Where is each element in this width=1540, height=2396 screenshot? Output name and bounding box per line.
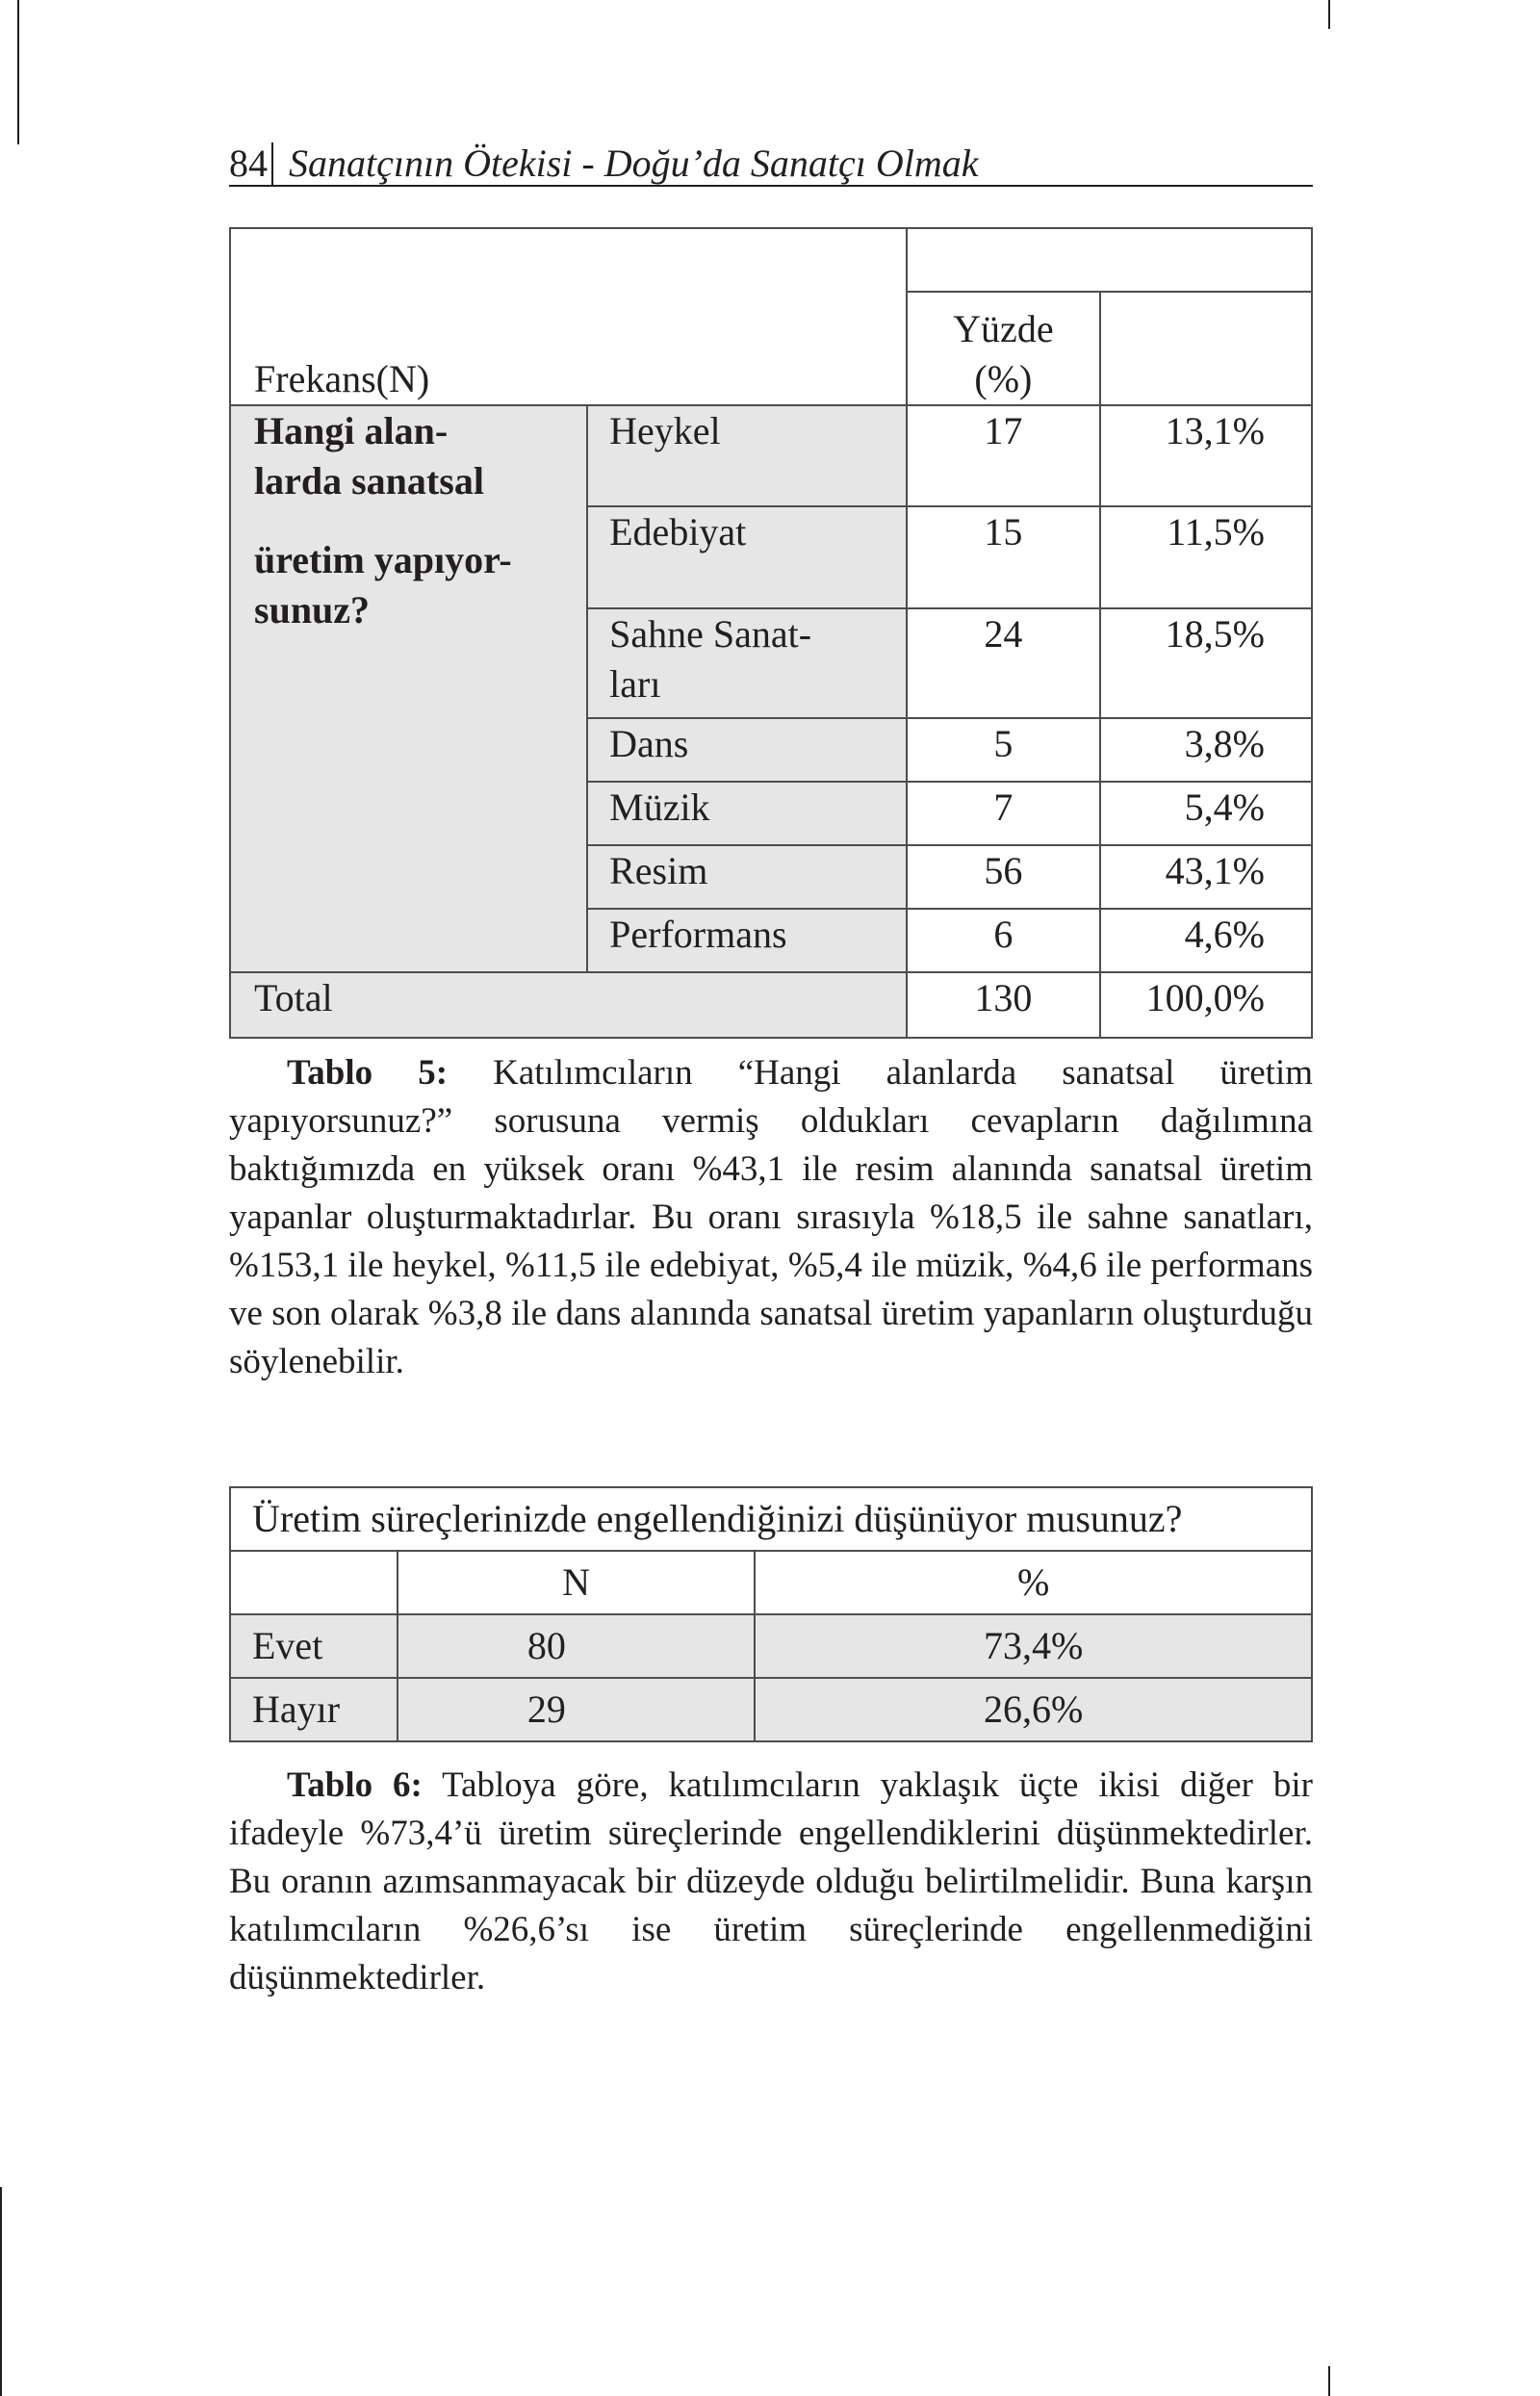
category-cell: Dans (587, 718, 906, 782)
count-cell: 7 (907, 782, 1101, 845)
count-cell: 17 (907, 405, 1101, 506)
category-cell: Heykel (587, 405, 906, 506)
percent-cell: 43,1% (1100, 845, 1312, 909)
n-header: N (398, 1551, 755, 1614)
table-6-title: Üretim süreçlerinizde engellendiğinizi düşünüyor musunuz? (230, 1487, 1312, 1551)
percent-cell: 3,8% (1100, 718, 1312, 782)
total-label: Total (230, 972, 907, 1038)
header-blank-2 (1100, 292, 1312, 405)
crop-mark-top-left (17, 0, 19, 144)
frequency-header: Frekans(N) (230, 228, 907, 405)
count-cell: 5 (907, 718, 1101, 782)
total-count: 130 (907, 972, 1101, 1038)
count-cell: 56 (907, 845, 1101, 909)
count-cell: 24 (907, 608, 1101, 718)
table-5-caption (229, 1049, 1313, 1386)
percent-cell: 13,1% (1100, 405, 1312, 506)
category-cell: Müzik (587, 782, 906, 845)
row-label: Hayır (230, 1678, 398, 1741)
percent-cell: 18,5% (1100, 608, 1312, 718)
category-cell: Resim (587, 845, 906, 909)
percent-cell: 26,6% (755, 1678, 1312, 1741)
table-6 (229, 1486, 1313, 1742)
percent-header: % (755, 1551, 1312, 1614)
crop-mark-bottom-right (1328, 2366, 1330, 2396)
percent-cell: 4,6% (1100, 909, 1312, 972)
caption-text: Tabloya göre, katılımcıların yaklaşık üçte ikisi diğer bir ifadeyle %73,4’ü üretim süreçlerinde engellendiklerini düşünmektedirler. Bu oranın azımsanmayacak bir düzeyde olduğu belirtilmelidir. Buna karşın katılımcıların %26,6’sı ise üretim süreçlerinde engellenmediğini düşünmektedirler. (229, 1765, 1313, 1997)
running-header (229, 142, 1313, 187)
count-cell: 80 (398, 1614, 755, 1678)
header-blank (907, 228, 1312, 292)
crop-mark-bottom-left (0, 2187, 2, 2396)
percent-header: Yüzde (%) (907, 292, 1101, 405)
crop-mark-top-right (1328, 0, 1330, 29)
question-cell: Hangi alan- larda sanatsal üretim yapıyor- sunuz? (230, 405, 587, 972)
category-cell: Sahne Sanat- ları (587, 608, 906, 718)
total-percent: 100,0% (1100, 972, 1312, 1038)
row-label: Evet (230, 1614, 398, 1678)
count-cell: 15 (907, 506, 1101, 608)
table-6-caption (229, 1762, 1313, 2002)
count-cell: 6 (907, 909, 1101, 972)
page-number: 84 (229, 142, 273, 185)
category-cell: Performans (587, 909, 906, 972)
caption-label: Tablo 6: (287, 1765, 423, 1805)
percent-cell: 73,4% (755, 1614, 1312, 1678)
percent-cell: 5,4% (1100, 782, 1312, 845)
header-blank (230, 1551, 398, 1614)
count-cell: 29 (398, 1678, 755, 1741)
category-cell: Edebiyat (587, 506, 906, 608)
running-title: Sanatçının Ötekisi - Doğu’da Sanatçı Olmak (289, 142, 979, 185)
caption-text: Katılımcıların “Hangi alanlarda sanatsal üretim yapıyorsunuz?” sorusuna vermiş oldukları cevapların dağılımına baktığımızda en yüksek oranı %43,1 ile resim alanında sanatsal üretim yapanlar oluşturmaktadırlar. Bu oranı sırasıyla %18,5 ile sahne sanatları, %153,1 ile heykel, %11,5 ile edebiyat, %5,4 ile müzik, %4,6 ile performans ve son olarak %3,8 ile dans alanında sanatsal üretim yapanların oluşturduğu söylenebilir. (229, 1053, 1314, 1381)
table-5 (229, 227, 1313, 1039)
caption-label: Tablo 5: (287, 1053, 449, 1093)
percent-cell: 11,5% (1100, 506, 1312, 608)
